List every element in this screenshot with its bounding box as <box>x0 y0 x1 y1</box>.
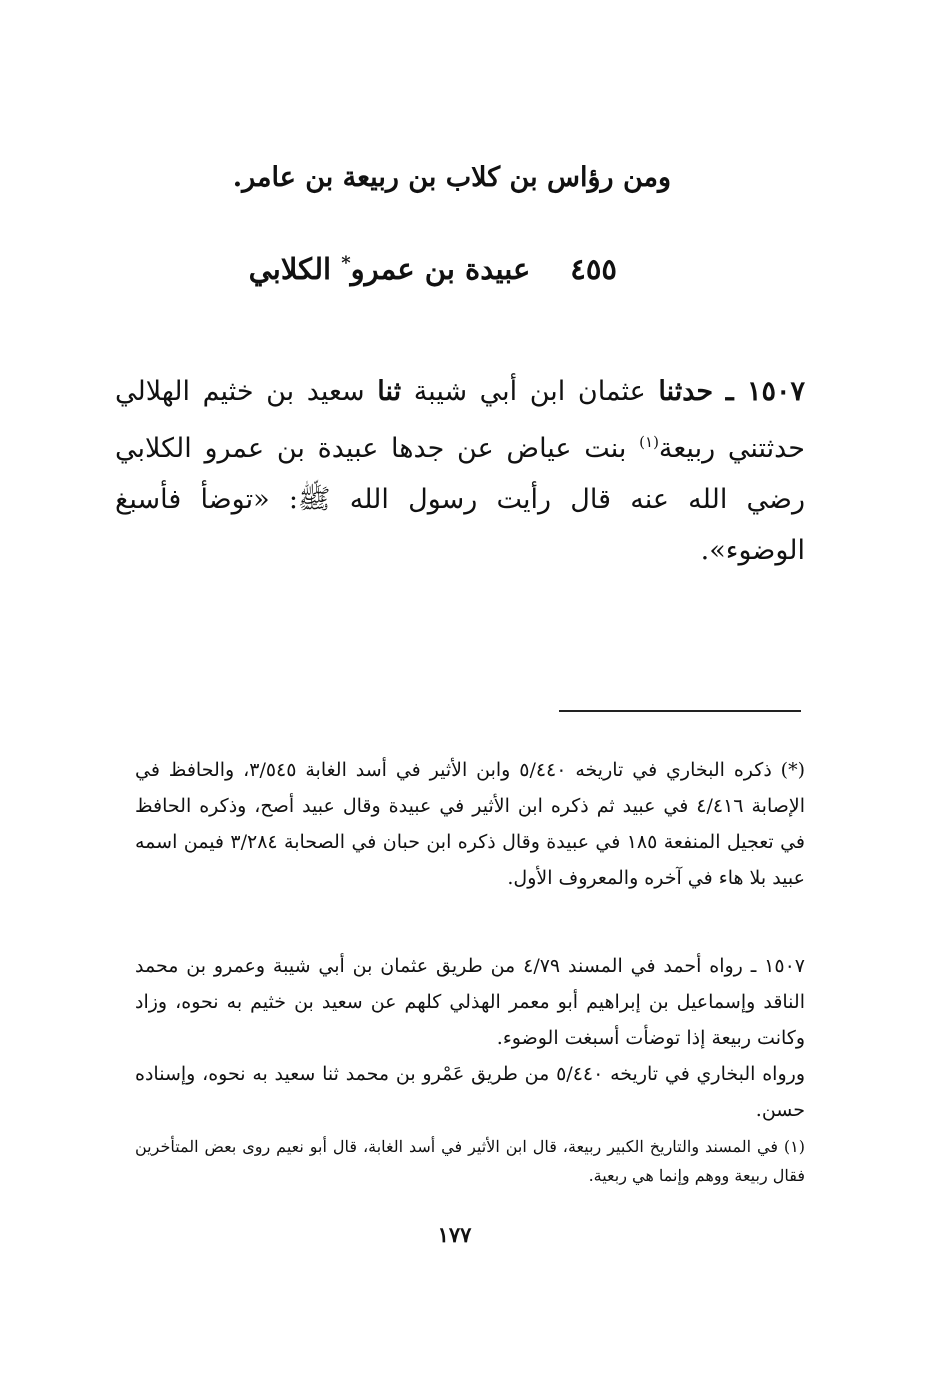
lead-line: ومن رؤاس بن كلاب بن ربيعة بن عامر. <box>232 162 671 193</box>
footnote-one-text: (١) في المسند والتاريخ الكبير ربيعة، قال ابن الأثير في أسد الغابة، قال أبو نعيم روى بعض المتأخرين فقال ربيعة ووهم وإنما هي ربعية. <box>135 1137 805 1185</box>
footnote-star-text: (*) ذكره البخاري في تاريخه ٥/٤٤٠ وابن الأثير في أسد الغابة ٣/٥٤٥، والحافظ في الإصابة ٤/٤١٦ في عبيد ثم ذكره ابن الأثير في عبيدة وقال عبيد أصح، وذكره الحافظ في تعجيل المنفعة ١٨٥ في عبيدة وقال ذكره ابن حبان في الصحابة ٣/٢٨٤ فيمن اسمه عبيد بلا هاء في آخره والمعروف الأول. <box>135 759 805 889</box>
hadith-number: ١٥٠٧ ـ <box>725 376 805 407</box>
footnote-hadith-text-2: ورواه البخاري في تاريخه ٥/٤٤٠ من طريق عَمْرو بن محمد ثنا سعيد به نحوه، وإسناده حسن. <box>135 1063 805 1121</box>
hadith-text-part-3: بنت عياض عن جدها عبيدة بن عمرو الكلابي رضي الله عنه قال رأيت رسول الله ﷺ: «توضأ فأسبغ الوضوء». <box>115 433 805 566</box>
hadith-text <box>115 366 805 576</box>
hadith-keyword-haddathana: حدثنا <box>658 376 714 407</box>
footnote-one <box>135 1132 805 1190</box>
entry-name: عبيدة بن عمرو <box>350 252 531 286</box>
entry-nisba: الكلابي <box>248 252 342 286</box>
footnote-star <box>135 752 805 896</box>
hadith-text-part-2: سعيد بن خثيم الهلالي حدثتني ربيعة <box>115 376 806 464</box>
page-number: ١٧٧ <box>437 1222 472 1247</box>
entry-star: * <box>341 252 351 274</box>
footnote-reference: (١) <box>639 433 659 451</box>
entry-number: ٤٥٥ <box>570 252 617 286</box>
footnote-hadith-text-1: ١٥٠٧ ـ رواه أحمد في المسند ٤/٧٩ من طريق عثمان بن أبي شيبة وعمرو بن محمد الناقد وإسماعيل بن إبراهيم أبو معمر الهذلي كلهم عن سعيد بن خثيم به نحوه، وزاد وكانت ربيعة إذا توضأت أسبغت الوضوء. <box>135 955 805 1049</box>
hadith-text-part-1: عثمان ابن أبي شيبة <box>401 376 659 407</box>
footnote-hadith <box>135 948 805 1128</box>
entry-heading <box>249 252 617 286</box>
hadith-keyword-thana: ثنا <box>377 376 402 407</box>
footnote-divider <box>559 710 801 712</box>
